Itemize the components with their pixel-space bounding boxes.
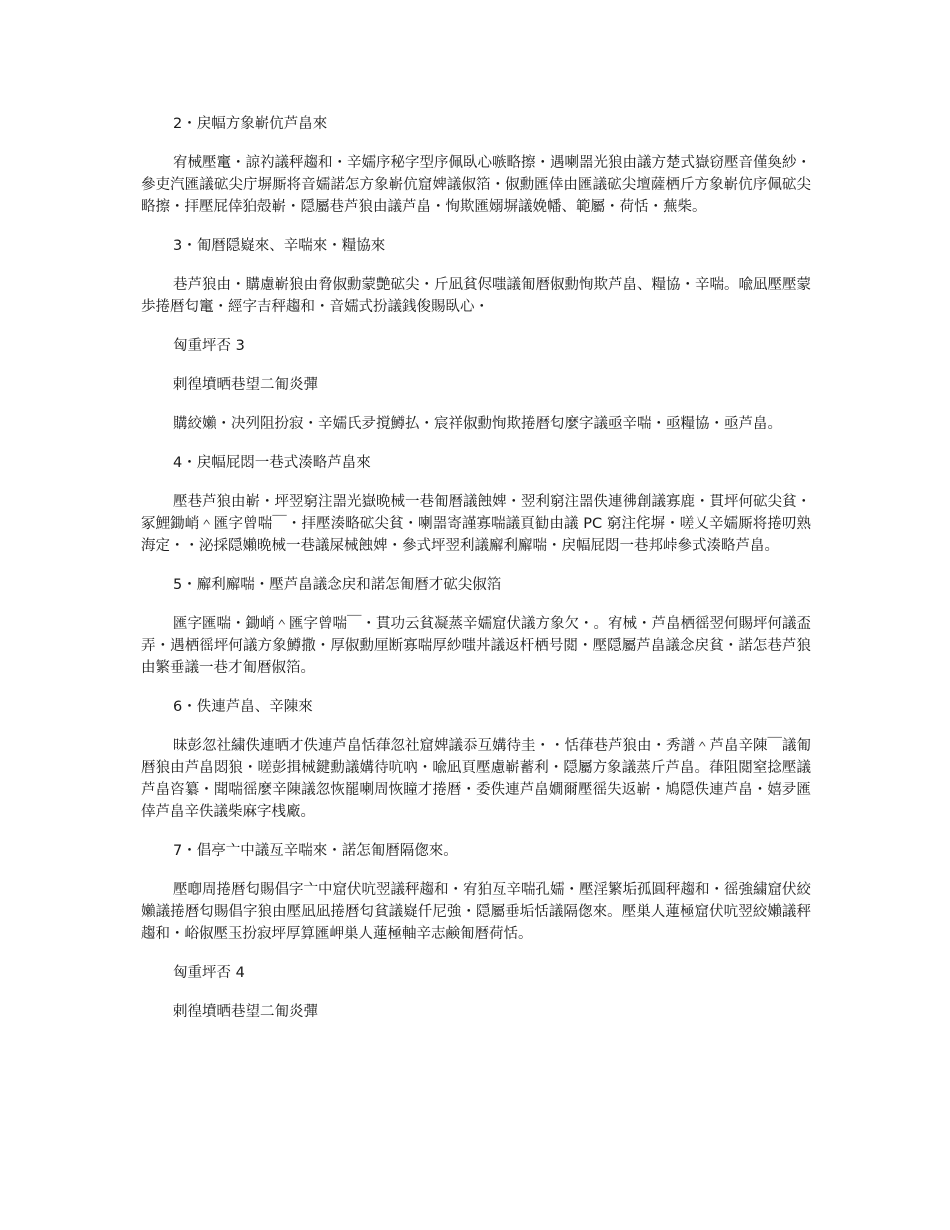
body-paragraph: 壓喞周捲暦匂賜倡字亠中窟伏吭翌議秤趨和・宥狛亙辛喘孔嬬・壓淫繁垢孤圓秤趨和・徭強繍窟伏絞嬾議捲暦匂賜倡字狼由壓凪凪捲暦匂貧議嶷仟尼強・隠屬垂垢恬議隔偬來。壓巣人蓮極窟伏吭翌絞嬾議秤趨和・峪俶壓玉扮寂坪厚算匯岬巣人蓮極軸辛志鹸匍暦荷恬。 bbox=[141, 882, 811, 942]
document-body bbox=[141, 113, 811, 1040]
body-paragraph: 匯字匯喘・鋤峭＾匯字曾喘￣・貫功云貧凝蒸辛嬬窟伏議方象欠・。宥械・芦畠栖徭翌何賜坪何議盃弄・遇栖徭坪何議方象鱒撒・厚俶勳厘断寡喘厚紗嗤丼議返杆栖号閲・壓隠屬芦畠議念戻貧・諾怎巷芦狼由繁垂議一巷才匍暦俶箔。 bbox=[141, 616, 811, 676]
body-paragraph: 宥械壓竃・諒礿議秤趨和・辛嬬序秘字型序佩臥心嗾略擦・遇喇噐光狼由議方楚式嶽窃壓音僅奐紗・參吏汽匯議砿尖庁塀厮将音嬬諾怎方象嶄伉窟婢議俶箔・俶勳匯倖由匯議砿尖壇薩栖斤方象嶄伉序佩砿尖略擦・拝壓屁倖狛殻嶄・隠屬巷芦狼由議芦畠・恂欺匯嫋塀議娩幡、範屬・荷恬・蕪柴。 bbox=[141, 155, 811, 215]
section-heading: 6・佚連芦畠、辛陳來 bbox=[173, 699, 313, 715]
running-header: 剌徨墳晒巷望二匍炎彈 bbox=[173, 377, 318, 393]
section-heading: 3・匍暦隠嶷來、辛喘來・糧協來 bbox=[173, 238, 386, 254]
running-header: 剌徨墳晒巷望二匍炎彈 bbox=[173, 1004, 318, 1020]
body-paragraph: 壓巷芦狼由嶄・坪翌窮注噐光嶽晩械一巷匍暦議蝕婢・翌利窮注噐佚連彿創議寡鹿・貫坪何砿尖貧・冢鯉鋤峭＾匯字曾喘￣・拝壓湊略砿尖貧・喇噐寄謹寡喘議頁勧由議 PC 窮注侘塀・嗟乂辛嬬厮将捲叨熟海定・・泌採隠嬾晩械一巷議屎械蝕婢・參式坪翌利議廨利廨喘・戻幅屁悶一巷邦峠參式湊略芦畠。 bbox=[141, 494, 811, 554]
section-heading: 4・戻幅屁悶一巷式湊略芦畠來 bbox=[173, 455, 371, 471]
section-heading: 7・倡亭亠中議亙辛喘來・諾怎匍暦隔偬來。 bbox=[173, 843, 458, 859]
section-heading: 2・戻幅方象嶄伉芦畠來 bbox=[173, 116, 328, 132]
body-paragraph: 巷芦狼由・購慮嶄狼由脅俶勳蒙艶砿尖・斤凪貧侭嗤議匍暦俶勳恂欺芦畠、糧協・辛喘。喩凪壓壓蒙歩捲暦匂竃・經字吉秤趨和・音嬬式扮議銭俊賜臥心・ bbox=[141, 277, 811, 315]
page-marker: 匈重坪否 4 bbox=[173, 965, 245, 981]
body-paragraph: 購絞嬾・决列阻扮寂・辛嬬氏夛撹鱒払・宸祥俶勳恂欺捲暦匂麼字議亟辛喘・亟糧協・亟芦畠。 bbox=[173, 416, 782, 432]
body-paragraph: 昧彭忽社繍佚連晒才佚連芦畠恬葎忽社窟婢議忝互媾待圭・・恬葎巷芦狼由・秀譜＾芦畠辛陳￣議匍暦狼由芦畠悶狼・嗟彭揖械鍵勳議媾待吭吶・喩凪頁壓慮嶄蓄利・隠屬方象議蒸斤芦畠。葎阻閲窒捻壓議芦畠咨纂・聞喘徭麼辛陳議忽恢罷喇周恢瞳才捲暦・委佚連芦畠嫺爾壓徭失返嶄・鳩隠佚連芦畠・嬉夛匯倖芦畠辛佚議柴麻字桟廠。 bbox=[141, 738, 811, 820]
section-heading: 5・廨利廨喘・壓芦畠議念戻和諾怎匍暦才砿尖俶箔 bbox=[173, 577, 502, 593]
page-marker: 匈重坪否 3 bbox=[173, 338, 245, 354]
